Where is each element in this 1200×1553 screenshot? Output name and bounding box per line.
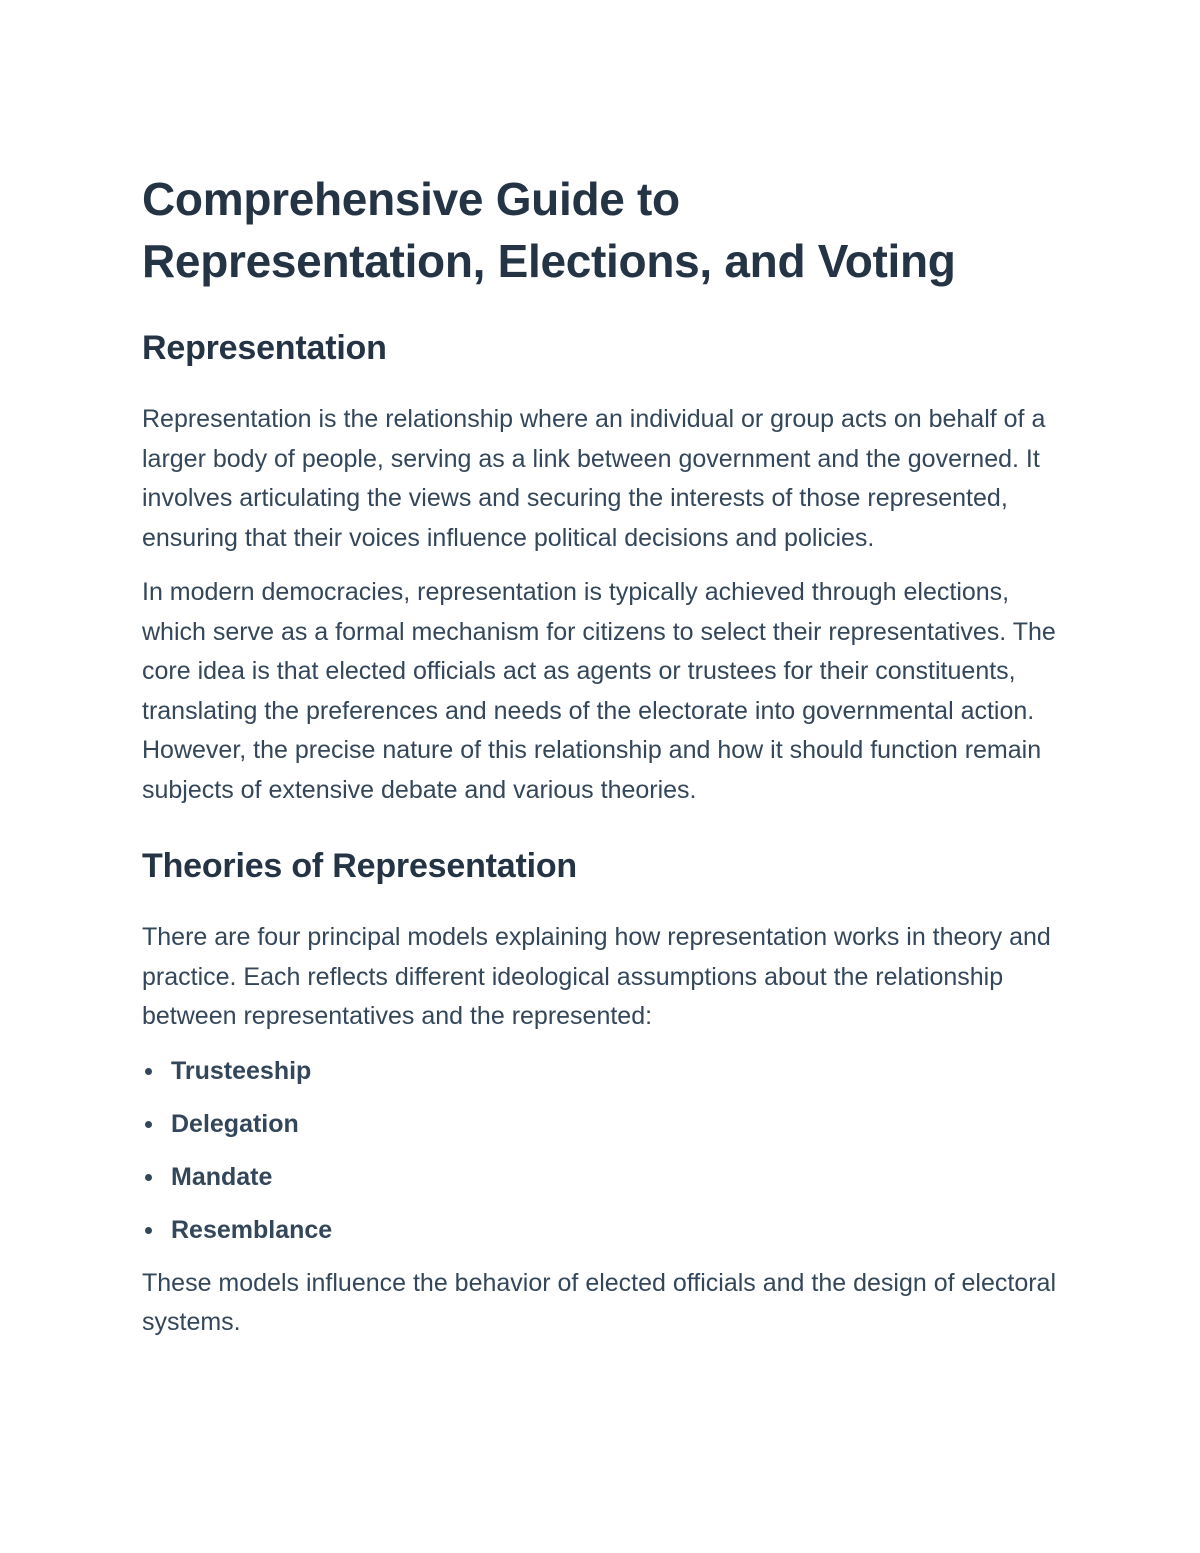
list-item: [142, 1211, 1062, 1251]
list-item-label: Trusteeship: [171, 1056, 312, 1085]
bullet-icon: [145, 1121, 152, 1128]
title-line-2: Representation, Elections, and Voting: [142, 235, 956, 287]
paragraph-representation-definition: Representation is the relationship where an individual or group acts on behalf of a larger body of people, serving as a link between government and the governed. It involves articulating the views and securing the interests of those represented, ensuring that their voices influence political decisions and policies.: [142, 405, 1046, 552]
list-item: [142, 1158, 1062, 1198]
theories-list: [142, 1052, 1062, 1251]
document-title: [142, 168, 1062, 292]
list-item-label: Resemblance: [171, 1215, 333, 1244]
list-item: [142, 1052, 1062, 1092]
section-heading-theories: Theories of Representation: [142, 847, 577, 885]
paragraph-theories-intro: There are four principal models explaining how representation works in theory and practice. Each reflects different ideological assumptions about the relationship between representatives and the represented:: [142, 923, 1051, 1030]
bullet-icon: [145, 1227, 152, 1234]
paragraph-theories-outro: These models influence the behavior of elected officials and the design of electoral systems.: [142, 1268, 1057, 1336]
section-heading-representation: Representation: [142, 329, 387, 367]
title-line-1: Comprehensive Guide to: [142, 173, 680, 225]
bullet-icon: [145, 1174, 152, 1181]
paragraph-representation-democracies: In modern democracies, representation is typically achieved through elections, which serve as a formal mechanism for citizens to select their representatives. The core idea is that elected officials act as agents or trustees for their constituents, translating the preferences and needs of the electorate into governmental action. However, the precise nature of this relationship and how it should function remain subjects of extensive debate and various theories.: [142, 578, 1056, 804]
bullet-icon: [145, 1068, 152, 1075]
list-item: [142, 1105, 1062, 1145]
list-item-label: Delegation: [171, 1109, 299, 1138]
document-page: [142, 168, 1062, 1343]
list-item-label: Mandate: [171, 1162, 273, 1191]
